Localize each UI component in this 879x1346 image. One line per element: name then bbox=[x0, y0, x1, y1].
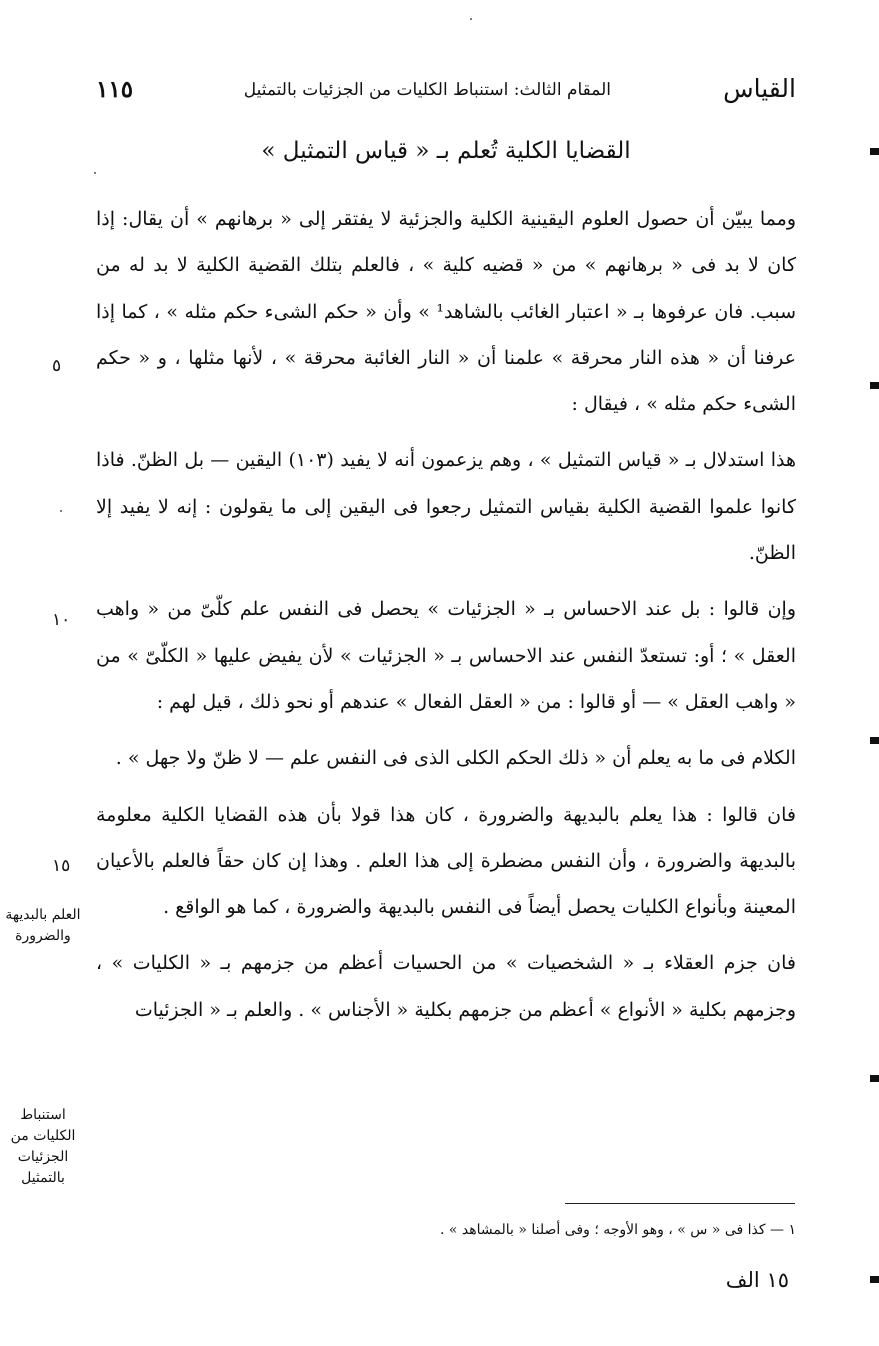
line-number: ٥ bbox=[52, 356, 62, 376]
scan-edge-mark bbox=[870, 148, 879, 155]
margin-note: العلم بالبديهة والضرورة bbox=[5, 907, 81, 944]
scan-edge-mark bbox=[870, 1075, 879, 1082]
line-number: ١٠ bbox=[52, 610, 71, 630]
page-header bbox=[96, 70, 796, 110]
scan-edge-mark bbox=[870, 382, 879, 389]
scan-edge-mark bbox=[870, 737, 879, 744]
margin-note: استنباط الكليات من الجزئيات بالتمثيل bbox=[10, 1107, 76, 1186]
scan-edge-mark bbox=[870, 1276, 879, 1283]
footnote: ١ — كذا فى « س » ، وهو الأوجه ؛ وفى أصلنا « بالمشاهد » . bbox=[440, 1222, 796, 1238]
footnote-divider bbox=[565, 1203, 795, 1204]
paragraph: فان قالوا : هذا يعلم بالبديهة والضرورة ، كان هذا قولا بأن هذه القضايا الكلية معلومة بالبديهة والضرورة ، وأن النفس مضطرة إلى هذا العلم . وهذا إن كان حقاً فالعلم بالأعيان المعينة وبأنواع الكليات يحصل أيضاً فى النفس بالبديهة والضرورة ، كما هو الواقع . bbox=[96, 803, 796, 919]
paragraph: هذا استدلال بـ « قياس التمثيل » ، وهم يزعمون أنه لا يفيد (١٠٣) اليقين — بل الظنّ. فاذا كانوا علموا القضية الكلية بقياس التمثيل رجعوا فى اليقين إلى ما يقولون : إنه لا يفيد إلا الظنّ. bbox=[96, 449, 796, 565]
page-number: ١١٥ bbox=[96, 76, 134, 103]
paragraph: الكلام فى ما به يعلم أن « ذلك الحكم الكلى الذى فى النفس علم — لا ظنّ ولا جهل » . bbox=[115, 747, 796, 770]
signature-mark: ١٥ الف bbox=[725, 1268, 789, 1292]
paragraph: فان جزم العقلاء بـ « الشخصيات » من الحسيات أعظم من جزمهم بـ « الكليات » ، وجزمهم بكلية « الأنواع » أعظم من جزمهم بكلية « الأجناس » . والعلم بـ « الجزئيات bbox=[96, 952, 796, 1021]
paragraph: ومما يبيّن أن حصول العلوم اليقينية الكلية والجزئية لا يفتقر إلى « برهانهم » أن يقال: إذا كان لا بد فى « برهانهم » من « قضيه كلية » ، فالعلم بتلك القضية الكلية لا بد له من سبب. فان عرفوها بـ « اعتبار الغائب بالشاهد¹ » وأن « حكم الشىء حكم مثله » ، كما إذا عرفنا أن « هذه النار محرقة » علمنا أن « النار الغائبة محرقة » ، لأنها مثلها ، و « حكم الشىء حكم مثله » ، فيقال : bbox=[96, 208, 796, 416]
book-title: القياس bbox=[723, 74, 796, 103]
section-title: القضايا الكلية تُعلم بـ « قياس التمثيل » bbox=[261, 138, 631, 164]
scan-speck bbox=[60, 510, 62, 512]
scan-speck bbox=[94, 172, 96, 174]
paragraph: وإن قالوا : بل عند الاحساس بـ « الجزئيات » يحصل فى النفس علم كلّىّ من « واهب العقل » ؛ أو: تستعدّ النفس عند الاحساس بـ « الجزئيات » لأن يفيض عليها « الكلّىّ » من « واهب العقل » — أو قالوا : من « العقل الفعال » عندهم أو نحو ذلك ، قيل لهم : bbox=[96, 598, 796, 713]
line-number: ١٥ bbox=[52, 856, 71, 876]
scan-speck bbox=[470, 18, 472, 20]
body-text bbox=[96, 196, 796, 1043]
running-title: المقام الثالث: استنباط الكليات من الجزئيات بالتمثيل bbox=[243, 80, 611, 100]
